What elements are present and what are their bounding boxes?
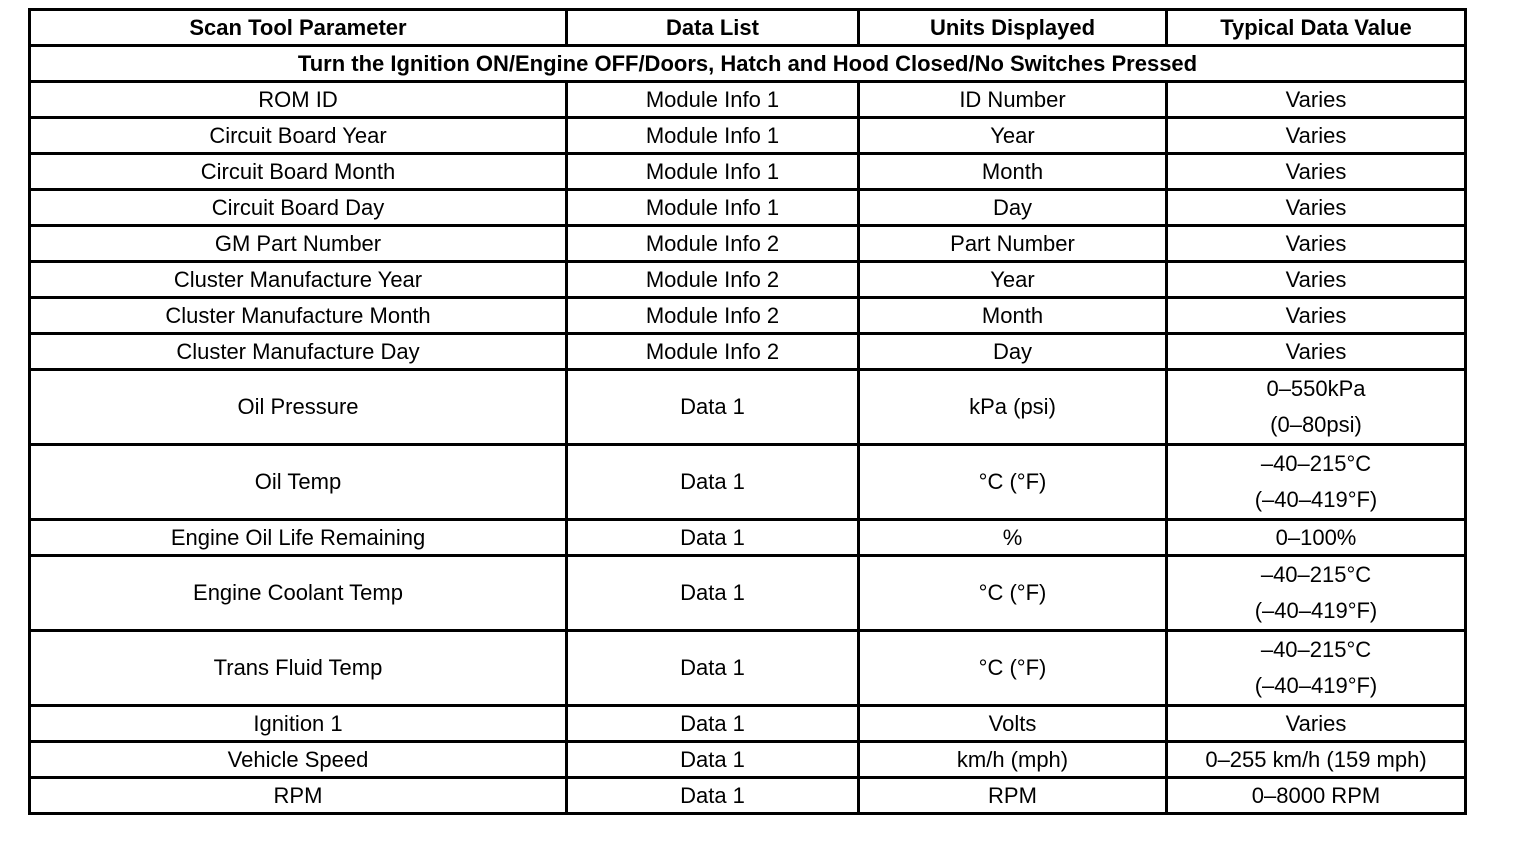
typical-value-line: Varies	[1285, 302, 1347, 328]
parameter-cell: Circuit Board Month	[30, 154, 567, 190]
typical-value-line: Varies	[1285, 266, 1347, 292]
typical-value-line: Varies	[1285, 194, 1347, 220]
typical-value-line: Varies	[1285, 122, 1347, 148]
data-list-cell: Module Info 1	[567, 82, 859, 118]
table-row	[30, 520, 1466, 556]
typical-value-line: 0–8000 RPM	[1251, 782, 1381, 808]
table-row	[30, 334, 1466, 370]
typical-value-line: (–40–419°F)	[1254, 673, 1378, 698]
typical-value-line: (–40–419°F)	[1254, 598, 1378, 623]
parameter-cell: Cluster Manufacture Month	[30, 298, 567, 334]
header-data-list: Data List	[567, 10, 859, 46]
parameter-cell: Engine Coolant Temp	[30, 556, 567, 631]
table-row	[30, 226, 1466, 262]
typical-value-line: –40–215°C	[1260, 451, 1372, 476]
table-row	[30, 298, 1466, 334]
header-units-displayed: Units Displayed	[859, 10, 1167, 46]
parameter-cell: Circuit Board Day	[30, 190, 567, 226]
typical-value-line: 0–550kPa	[1266, 376, 1366, 401]
typical-value-cell	[1167, 262, 1466, 298]
typical-value-cell	[1167, 706, 1466, 742]
table-row	[30, 778, 1466, 814]
units-cell: Month	[859, 298, 1167, 334]
units-cell: RPM	[859, 778, 1167, 814]
data-list-cell: Module Info 2	[567, 334, 859, 370]
parameter-cell: Ignition 1	[30, 706, 567, 742]
typical-value-line: –40–215°C	[1260, 562, 1372, 587]
data-list-cell: Data 1	[567, 631, 859, 706]
parameter-cell: GM Part Number	[30, 226, 567, 262]
units-cell: °C (°F)	[859, 445, 1167, 520]
typical-value-cell	[1167, 631, 1466, 706]
typical-value-cell	[1167, 520, 1466, 556]
typical-value-line: (0–80psi)	[1270, 412, 1362, 437]
scan-tool-data-table	[28, 8, 1467, 815]
data-list-cell: Data 1	[567, 370, 859, 445]
units-cell: Day	[859, 190, 1167, 226]
header-scan-tool-parameter: Scan Tool Parameter	[30, 10, 567, 46]
units-cell: Year	[859, 262, 1167, 298]
table-row	[30, 118, 1466, 154]
data-list-cell: Module Info 1	[567, 118, 859, 154]
typical-value-line: –40–215°C	[1260, 637, 1372, 662]
typical-value-cell	[1167, 334, 1466, 370]
table-row	[30, 82, 1466, 118]
typical-value-line: Varies	[1285, 710, 1347, 736]
table-row	[30, 262, 1466, 298]
data-list-cell: Data 1	[567, 445, 859, 520]
typical-value-line: Varies	[1285, 86, 1347, 112]
table-row	[30, 556, 1466, 631]
data-list-cell: Data 1	[567, 778, 859, 814]
table-row	[30, 154, 1466, 190]
parameter-cell: Oil Temp	[30, 445, 567, 520]
units-cell: Year	[859, 118, 1167, 154]
table-header-row	[30, 10, 1466, 46]
data-list-cell: Data 1	[567, 556, 859, 631]
units-cell: km/h (mph)	[859, 742, 1167, 778]
typical-value-cell	[1167, 226, 1466, 262]
parameter-cell: Vehicle Speed	[30, 742, 567, 778]
section-title: Turn the Ignition ON/Engine OFF/Doors, Hatch and Hood Closed/No Switches Pressed	[30, 46, 1466, 82]
data-list-cell: Module Info 2	[567, 262, 859, 298]
units-cell: %	[859, 520, 1167, 556]
units-cell: °C (°F)	[859, 631, 1167, 706]
parameter-cell: ROM ID	[30, 82, 567, 118]
parameter-cell: Engine Oil Life Remaining	[30, 520, 567, 556]
parameter-cell: Circuit Board Year	[30, 118, 567, 154]
data-list-cell: Data 1	[567, 520, 859, 556]
data-list-cell: Module Info 1	[567, 190, 859, 226]
table-row	[30, 190, 1466, 226]
data-list-cell: Module Info 1	[567, 154, 859, 190]
section-title-row	[30, 46, 1466, 82]
typical-value-cell	[1167, 445, 1466, 520]
units-cell: Volts	[859, 706, 1167, 742]
parameter-cell: Oil Pressure	[30, 370, 567, 445]
units-cell: ID Number	[859, 82, 1167, 118]
typical-value-cell	[1167, 154, 1466, 190]
data-list-cell: Module Info 2	[567, 298, 859, 334]
typical-value-cell	[1167, 298, 1466, 334]
typical-value-cell	[1167, 190, 1466, 226]
units-cell: Month	[859, 154, 1167, 190]
typical-value-cell	[1167, 82, 1466, 118]
table-row	[30, 742, 1466, 778]
typical-value-cell	[1167, 778, 1466, 814]
table-row	[30, 631, 1466, 706]
typical-value-line: (–40–419°F)	[1254, 487, 1378, 512]
typical-value-cell	[1167, 370, 1466, 445]
table-row	[30, 370, 1466, 445]
typical-value-line: Varies	[1285, 230, 1347, 256]
typical-value-line: 0–100%	[1275, 524, 1357, 550]
units-cell: Day	[859, 334, 1167, 370]
typical-value-cell	[1167, 556, 1466, 631]
parameter-cell: Trans Fluid Temp	[30, 631, 567, 706]
typical-value-line: Varies	[1285, 338, 1347, 364]
typical-value-cell	[1167, 742, 1466, 778]
data-list-cell: Data 1	[567, 742, 859, 778]
parameter-cell: Cluster Manufacture Year	[30, 262, 567, 298]
parameter-cell: Cluster Manufacture Day	[30, 334, 567, 370]
typical-value-line: Varies	[1285, 158, 1347, 184]
units-cell: Part Number	[859, 226, 1167, 262]
typical-value-cell	[1167, 118, 1466, 154]
units-cell: kPa (psi)	[859, 370, 1167, 445]
units-cell: °C (°F)	[859, 556, 1167, 631]
parameter-cell: RPM	[30, 778, 567, 814]
data-list-cell: Module Info 2	[567, 226, 859, 262]
table-row	[30, 445, 1466, 520]
data-list-cell: Data 1	[567, 706, 859, 742]
table-row	[30, 706, 1466, 742]
typical-value-line: 0–255 km/h (159 mph)	[1205, 746, 1427, 772]
header-typical-data-value: Typical Data Value	[1167, 10, 1466, 46]
